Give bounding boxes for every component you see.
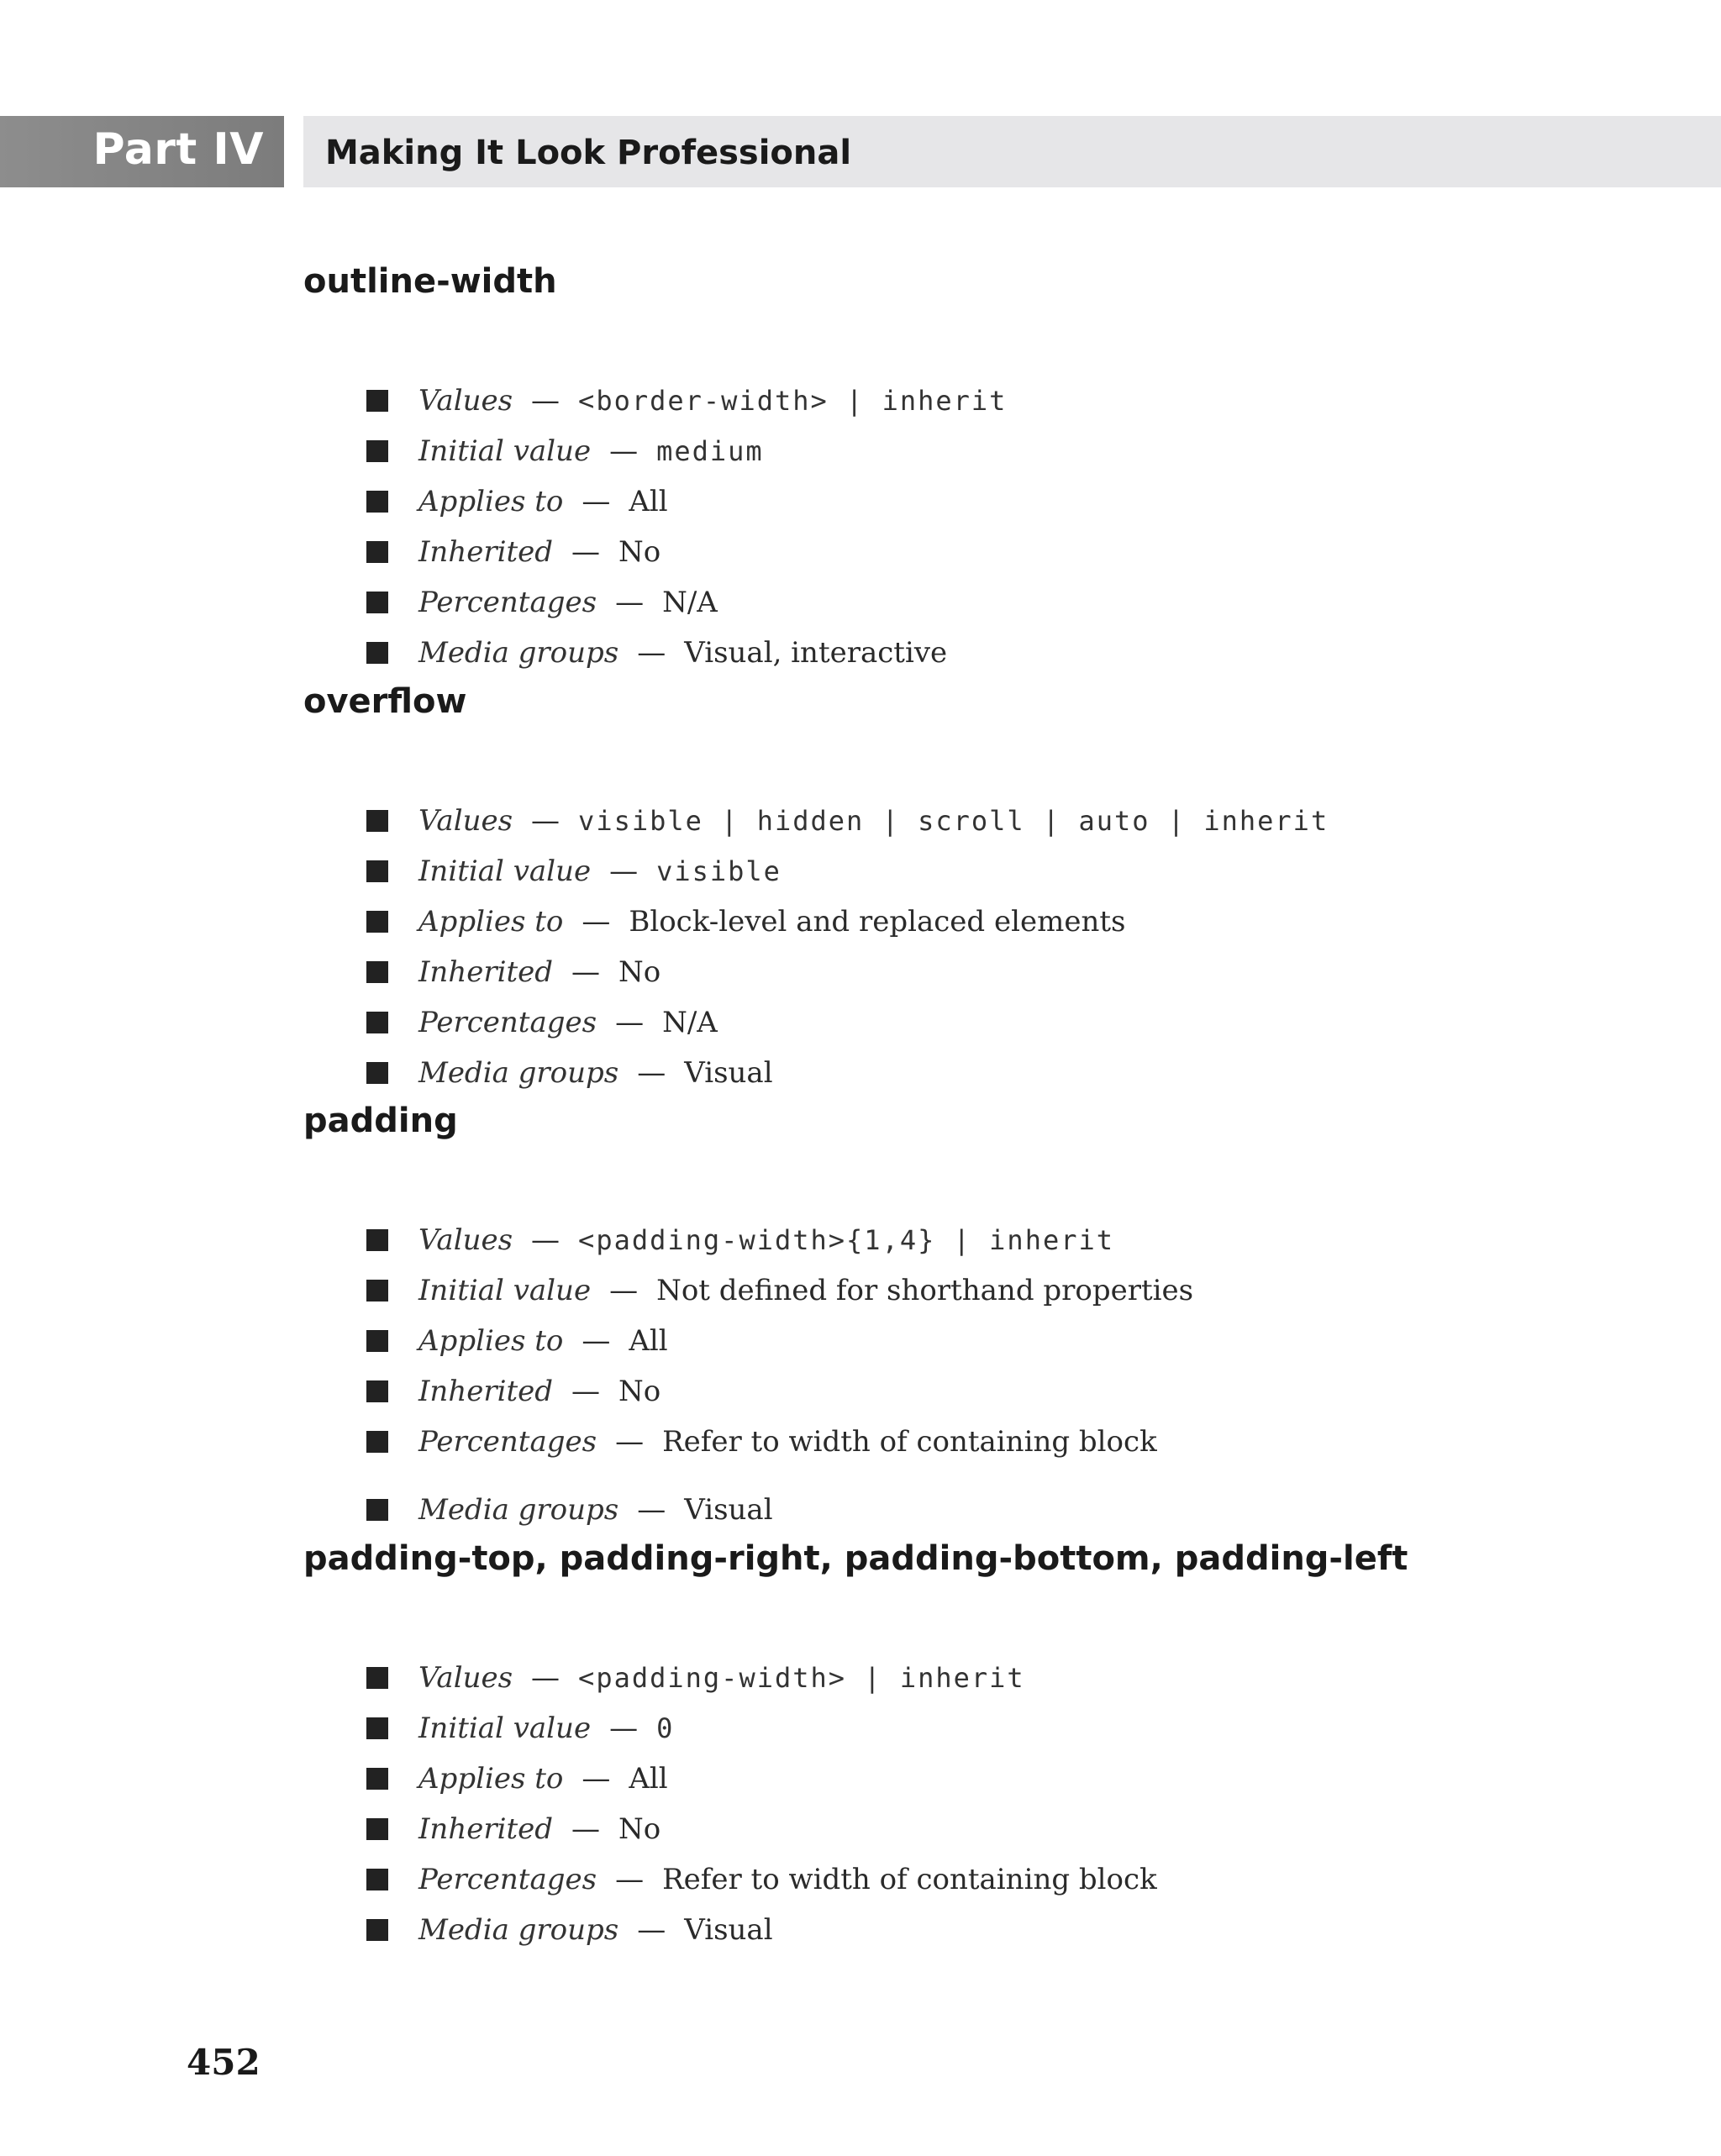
property-value: N/A	[662, 586, 718, 619]
square-bullet-icon	[366, 1768, 388, 1790]
section-title: padding	[303, 1102, 458, 1140]
section-outline-width	[303, 262, 1648, 670]
property-value: All	[629, 1762, 668, 1796]
property-value: No	[618, 1375, 661, 1408]
square-bullet-icon	[366, 390, 388, 412]
list-item	[366, 850, 782, 892]
em-dash: —	[637, 636, 666, 670]
em-dash: —	[531, 804, 561, 838]
em-dash: —	[637, 1056, 666, 1090]
list-item	[366, 430, 764, 472]
square-bullet-icon	[366, 911, 388, 933]
em-dash: —	[615, 1863, 645, 1896]
property-value: No	[618, 535, 661, 569]
em-dash: —	[582, 1324, 611, 1358]
square-bullet-icon	[366, 1229, 388, 1251]
property-value: 0	[656, 1712, 675, 1744]
chapter-bar	[303, 116, 1721, 187]
square-bullet-icon	[366, 1431, 388, 1453]
property-label: Initial value	[418, 1712, 592, 1745]
list-item	[366, 1758, 668, 1800]
square-bullet-icon	[366, 1380, 388, 1402]
square-bullet-icon	[366, 642, 388, 664]
property-label: Values	[418, 1223, 513, 1257]
property-label: Inherited	[418, 955, 554, 989]
em-dash: —	[531, 1223, 561, 1257]
list-item	[366, 1002, 718, 1044]
square-bullet-icon	[366, 1499, 388, 1521]
property-value: <padding-width> | inherit	[578, 1662, 1025, 1694]
list-item	[366, 1909, 773, 1951]
property-label: Percentages	[418, 1425, 597, 1459]
list-item	[366, 1808, 661, 1850]
em-dash: —	[571, 1812, 601, 1846]
square-bullet-icon	[366, 541, 388, 563]
list-item	[366, 1370, 661, 1412]
list-item	[366, 1657, 1025, 1699]
list-item	[366, 1707, 674, 1749]
em-dash: —	[615, 1006, 645, 1039]
property-label: Applies to	[418, 1762, 564, 1796]
em-dash: —	[571, 535, 601, 569]
square-bullet-icon	[366, 440, 388, 462]
square-bullet-icon	[366, 1869, 388, 1890]
square-bullet-icon	[366, 491, 388, 513]
property-value: Block-level and replaced elements	[629, 905, 1126, 939]
square-bullet-icon	[366, 1062, 388, 1084]
property-value: N/A	[662, 1006, 718, 1039]
section-padding-sides	[303, 1539, 1648, 1947]
property-value: Visual	[684, 1493, 773, 1527]
property-label: Applies to	[418, 905, 564, 939]
property-label: Media groups	[418, 636, 619, 670]
section-padding	[303, 1102, 1648, 1527]
list-item	[366, 531, 661, 573]
list-item	[366, 1052, 773, 1094]
square-bullet-icon	[366, 1280, 388, 1301]
square-bullet-icon	[366, 1667, 388, 1689]
property-label: Applies to	[418, 485, 564, 518]
property-value: medium	[656, 435, 764, 467]
square-bullet-icon	[366, 1012, 388, 1033]
em-dash: —	[531, 384, 561, 418]
property-label: Media groups	[418, 1493, 619, 1527]
em-dash: —	[571, 1375, 601, 1408]
section-title: overflow	[303, 682, 467, 721]
property-label: Values	[418, 384, 513, 418]
property-label: Applies to	[418, 1324, 564, 1358]
square-bullet-icon	[366, 961, 388, 983]
list-item	[366, 1489, 773, 1531]
list-item	[366, 1270, 1193, 1312]
em-dash: —	[609, 1712, 639, 1745]
list-item	[366, 1219, 1114, 1261]
property-value: All	[629, 1324, 668, 1358]
property-label: Inherited	[418, 535, 554, 569]
square-bullet-icon	[366, 1330, 388, 1352]
property-value: Not defined for shorthand properties	[656, 1274, 1194, 1307]
property-value: No	[618, 1812, 661, 1846]
property-value: <padding-width>{1,4} | inherit	[578, 1224, 1115, 1256]
square-bullet-icon	[366, 810, 388, 832]
list-item	[366, 1859, 1157, 1901]
section-title: outline-width	[303, 262, 557, 301]
em-dash: —	[582, 1762, 611, 1796]
section-title: padding-top, padding-right, padding-bottom, padding-left	[303, 1539, 1408, 1578]
list-item	[366, 1421, 1157, 1463]
part-tab	[0, 116, 284, 187]
property-value: Visual, interactive	[684, 636, 948, 670]
em-dash: —	[609, 855, 639, 888]
em-dash: —	[615, 1425, 645, 1459]
list-item	[366, 800, 1329, 842]
list-item	[366, 380, 1007, 422]
square-bullet-icon	[366, 592, 388, 613]
list-item	[366, 481, 668, 523]
chapter-title: Making It Look Professional	[325, 134, 852, 172]
part-label: Part IV	[92, 124, 264, 175]
property-value: Visual	[684, 1056, 773, 1090]
list-item	[366, 581, 718, 623]
em-dash: —	[609, 1274, 639, 1307]
page-number: 452	[187, 2042, 261, 2083]
list-item	[366, 1320, 668, 1362]
property-label: Percentages	[418, 1006, 597, 1039]
property-label: Media groups	[418, 1913, 619, 1947]
property-value: All	[629, 485, 668, 518]
property-label: Media groups	[418, 1056, 619, 1090]
property-value: Visual	[684, 1913, 773, 1947]
em-dash: —	[582, 905, 611, 939]
list-item	[366, 901, 1125, 943]
property-label: Values	[418, 1661, 513, 1695]
em-dash: —	[582, 485, 611, 518]
property-value: visible	[656, 855, 782, 887]
property-label: Inherited	[418, 1812, 554, 1846]
em-dash: —	[637, 1493, 666, 1527]
em-dash: —	[615, 586, 645, 619]
em-dash: —	[571, 955, 601, 989]
property-value: Refer to width of containing block	[662, 1425, 1157, 1459]
section-overflow	[303, 682, 1648, 1090]
property-label: Initial value	[418, 855, 592, 888]
square-bullet-icon	[366, 1919, 388, 1941]
list-item	[366, 632, 947, 674]
square-bullet-icon	[366, 1717, 388, 1739]
em-dash: —	[531, 1661, 561, 1695]
property-label: Inherited	[418, 1375, 554, 1408]
property-label: Initial value	[418, 434, 592, 468]
property-value: No	[618, 955, 661, 989]
property-label: Percentages	[418, 586, 597, 619]
em-dash: —	[637, 1913, 666, 1947]
property-value: visible | hidden | scroll | auto | inherit	[578, 805, 1329, 837]
em-dash: —	[609, 434, 639, 468]
square-bullet-icon	[366, 1818, 388, 1840]
property-label: Percentages	[418, 1863, 597, 1896]
list-item	[366, 951, 661, 993]
property-label: Values	[418, 804, 513, 838]
property-value: Refer to width of containing block	[662, 1863, 1157, 1896]
property-label: Initial value	[418, 1274, 592, 1307]
property-value: <border-width> | inherit	[578, 385, 1008, 417]
square-bullet-icon	[366, 860, 388, 882]
